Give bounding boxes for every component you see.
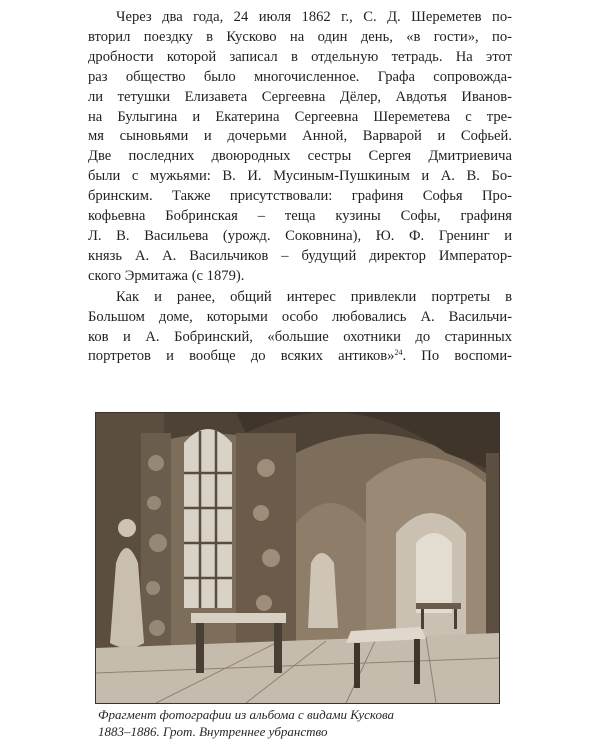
text-line: бринским. Также присутствовали: графиня Софья Про-	[88, 188, 512, 205]
grotto-photograph	[95, 412, 500, 704]
caption-line: 1883–1886. Грот. Внутреннее убранство	[98, 724, 328, 739]
text-line: дробности которой записал в отдельную тетрадь. На этот	[88, 48, 512, 65]
figure-caption	[98, 706, 518, 740]
footnote-marker[interactable]: 24	[394, 348, 403, 358]
text-line: Две последних двоюродных сестры Сергея Дмитриевича	[88, 148, 512, 165]
text-line: ков и А. Бобринский, «большие охотники до старинных	[88, 328, 512, 345]
text-line	[88, 347, 512, 367]
text-line: ского Эрмитажа (с 1879).	[88, 267, 245, 284]
text-line: князь А. А. Васильчиков – будущий директор Император-	[88, 247, 512, 264]
text-line: были с мужьями: В. И. Мусиным-Пушкиным и А. В. Бо-	[88, 168, 512, 185]
paragraph-2	[88, 288, 512, 368]
text-line: вторил поездку в Кусково на один день, «в гости», по-	[88, 28, 512, 45]
text-line: раз общество было многочисленное. Графа сопровожда-	[88, 68, 512, 85]
paragraph-1	[88, 8, 512, 287]
text-line: Через два года, 24 июля 1862 г., С. Д. Шереметев по-	[116, 9, 512, 25]
text-fragment: . По воспоми-	[402, 348, 512, 365]
text-fragment: портретов и вообще до всяких антиков»	[88, 348, 395, 365]
text-line: на Булыгина и Екатерина Сергеевна Шереметева с тре-	[88, 108, 512, 125]
text-line: Как и ранее, общий интерес привлекли портреты в	[116, 288, 512, 305]
text-line: Л. В. Васильева (урожд. Соковнина), Ю. Ф. Гренинг и	[88, 227, 512, 244]
body-text	[88, 8, 512, 367]
caption-line: Фрагмент фотографии из альбома с видами Кускова	[98, 707, 395, 722]
text-line: Большом доме, которыми особо любовались А. Васильчи-	[88, 308, 512, 325]
text-line: ли тетушки Елизавета Сергеевна Дёлер, Авдотья Иванов-	[88, 88, 512, 105]
text-line: мя сыновьями и дочерьми Анной, Варварой и Софьей.	[88, 128, 512, 145]
text-line: кофьевна Бобринская – теща кузины Софы, графиня	[88, 208, 512, 225]
